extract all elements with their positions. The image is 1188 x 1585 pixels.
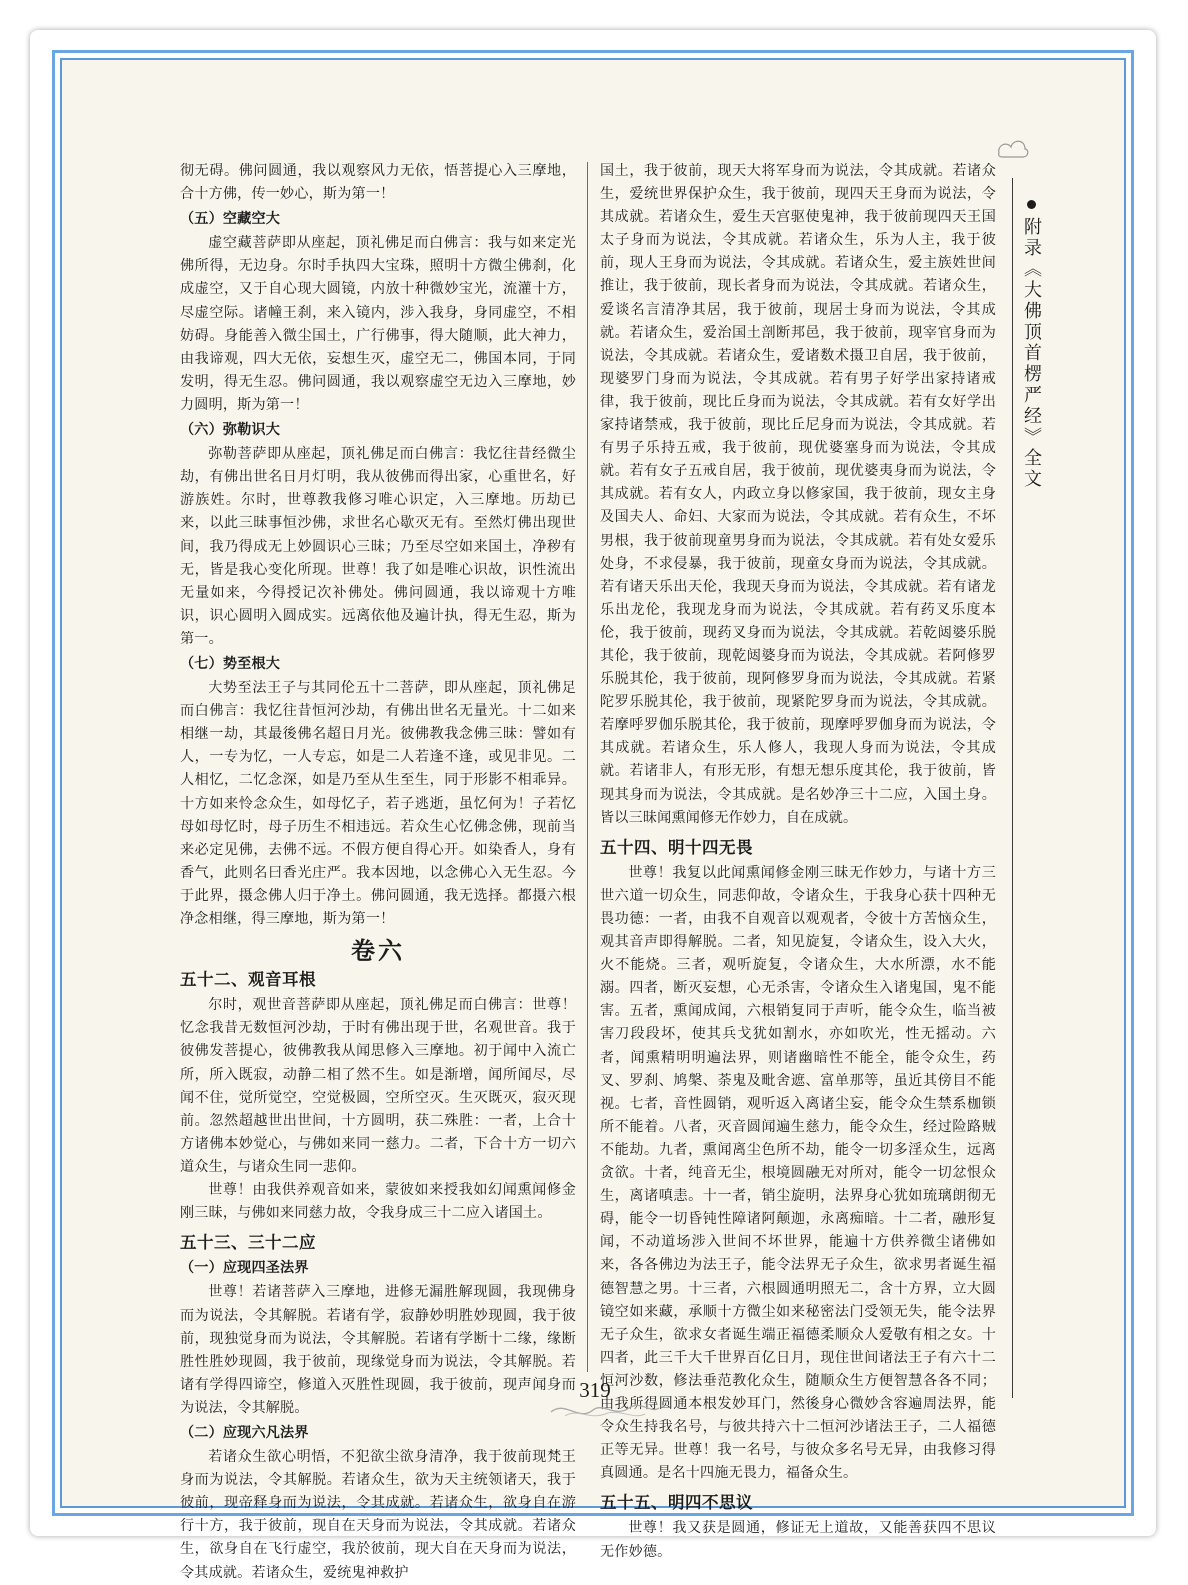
heading-mile: （六）弥勒识大: [180, 422, 281, 439]
right-column: [600, 160, 996, 1564]
paragraph-section-52: 尔时，观世音菩萨即从座起，顶礼佛足而白佛言：世尊！忆念我昔无数恒河沙劫，于时有佛出现于世，名观世音。我于彼佛发菩提心，彼佛教我从闻思修入三摩地。初于闻中入流亡所，所入既寂，动静二相了然不生。如是渐增，闻所闻尽，尽闻不住，觉所觉空，空觉极圆，空所空灭。生灭既灭，寂灭现前。忽然超越世出世间，十方圆明，获二殊胜：一者，上合十方诸佛本妙觉心，与佛如来同一慈力。二者，下合十方一切六道众生，与诸众生同一悲仰。: [180, 997, 576, 1175]
column-divider: [587, 162, 588, 1372]
cloud-ornament-icon: [995, 135, 1031, 163]
page-number: 319: [579, 1378, 611, 1402]
intro-paragraph: 彻无碍。佛问圆通，我以观察风力无依，悟菩提心入三摩地，合十方佛，传一妙心，斯为第一！: [180, 163, 576, 203]
wave-ornament-icon: [545, 1396, 665, 1424]
paragraph-section-52b: 世尊！由我供养观音如来，蒙彼如来授我如幻闻熏闻修金刚三昧，与佛如来同慈力故，令我身成三十二应入诸国土。: [180, 1182, 576, 1222]
heading-sub-1: （一）应现四圣法界: [180, 1260, 309, 1277]
heading-section-54: 五十四、明十四无畏: [600, 837, 753, 857]
heading-section-52: 五十二、观音耳根: [180, 970, 316, 990]
continued-paragraph: 国土，我于彼前，现天大将军身而为说法，令其成就。若诸众生，爱统世界保护众生，我于彼前，现四天王身而为说法，令其成就。若诸众生，爱生天宫驱使鬼神，我于彼前现四天王国太子身而为说法，令其成就。若诸众生，乐为人主，我于彼前，现人王身而为说法，令其成就。若诸众生，爱主族姓世间推让，我于彼前，现长者身而为说法，令其成就。若诸众生，爱谈名言清净其居，我于彼前，现居士身而为说法，令其成就。若诸众生，爱治国土剖断邦邑，我于彼前，现宰官身而为说法，令其成就。若诸众生，爱诸数术摄卫自居，我于彼前，现婆罗门身而为说法，令其成就。若有男子好学出家持诸戒律，我于彼前，现比丘身而为说法，令其成就。若有女好学出家持诸禁戒，我于彼前，现比丘尼身而为说法，令其成就。若有男子乐持五戒，我于彼前，现优婆塞身而为说法，令其成就。若有女子五戒自居，我于彼前，现优婆夷身而为说法，令其成就。若有女人，内政立身以修家国，我于彼前，现女主身及国夫人、命妇、大家而为说法，令其成就。若有众生，不坏男根，我于彼前现童男身而为说法，令其成就。若有处女爱乐处身，不求侵暴，我于彼前，现童女身而为说法，令其成就。若有诸天乐出天伦，我现天身而为说法，令其成就。若有诸龙乐出龙伦，我现龙身而为说法，令其成就。若有药叉乐度本伦，我于彼前，现药叉身而为说法，令其成就。若乾闼婆乐脱其伦，我于彼前，现乾闼婆身而为说法，令其成就。若阿修罗乐脱其伦，我于彼前，现阿修罗身而为说法，令其成就。若紧陀罗乐脱其伦，我于彼前，现紧陀罗身而为说法，令其成就。若摩呼罗伽乐脱其伦，我于彼前，现摩呼罗伽身而为说法，令其成就。若诸众生，乐人修人，我现人身而为说法，令其成就。若诸非人，有形无形，有想无想乐度其伦，我于彼前，皆现其身而为说法，令其成就。是名妙净三十二应，入国土身。皆以三昧闻熏闻修无作妙力，自在成就。: [600, 163, 996, 826]
paragraph-section-54: 世尊！我复以此闻熏闻修金刚三昧无作妙力，与诸十方三世六道一切众生，同悲仰故，令诸众生，于我身心获十四种无畏功德：一者，由我不自观音以观观者，令彼十方苦恼众生，观其音声即得解脱。二者，知见旋复，令诸众生，设入大火，火不能烧。三者，观听旋复，令诸众生，大水所漂，水不能溺。四者，断灭妄想，心无杀害，令诸众生入诸鬼国，鬼不能害。五者，熏闻成闻，六根销复同于声听，能令众生，临当被害刀段段坏，使其兵戈犹如割水，亦如吹光，性无摇动。六者，闻熏精明明遍法界，则诸幽暗性不能全，能令众生，药叉、罗刹、鸠槃、荼鬼及毗舍遮、富单那等，虽近其傍目不能视。七者，音性圆销，观听返入离诸尘妄，能令众生禁系枷锁所不能着。八者，灭音圆闻遍生慈力，能令众生，经过险路贼不能劫。九者，熏闻离尘色所不劫，能令一切多淫众生，远离贪欲。十者，纯音无尘，根境圆融无对所对，能令一切忿恨众生，离诸嗔恚。十一者，销尘旋明，法界身心犹如琉璃朗彻无碍，能令一切昏钝性障诸阿颠迦，永离痴暗。十二者，融形复闻，不动道场涉入世间不坏世界，能遍十方供养微尘诸佛如来，各各佛边为法王子，能令法界无子众生，欲求男者诞生福德智慧之男。十三者，六根圆通明照无二，含十方界，立大圆镜空如来藏，承顺十方微尘如来秘密法门受领无失，能令法界无子众生，欲求女者诞生端正福德柔顺众人爱敬有相之女。十四者，此三千大千世界百亿日月，现住世间诸法王子有六十二恒河沙数，修法垂范教化众生，随顺众生方便智慧各各不同；由我所得圆通本根发妙耳门，然後身心微妙含容遍周法界，能令众生持我名号，与彼共持六十二恒河沙诸法王子，二人福德正等无异。世尊！我一名号，与彼众多名号无异，由我修习得真圆通。是名十四施无畏力，福备众生。: [600, 864, 996, 1482]
heading-sub-2: （二）应现六凡法界: [180, 1424, 309, 1441]
paragraph-shizhi: 大势至法王子与其同伦五十二菩萨，即从座起，顶礼佛足而白佛言：我忆往昔恒河沙劫，有佛出世名无量光。十二如来相继一劫，其最後佛名超日月光。彼佛教我念佛三昧：譬如有人，一专为忆，一人专忘，如是二人若逢不逢，或见非见。二人相忆，二忆念深，如是乃至从生至生，同于形影不相乖异。十方如来怜念众生，如母忆子，若子逃逝，虽忆何为！子若忆母如母忆时，母子历生不相违远。若众生心忆佛念佛，现前当来必定见佛，去佛不远。不假方便自得心开。如染香人，身有香气，此则名曰香光庄严。我本因地，以念佛心入无生忍。今于此界，摄念佛人归于净土。佛问圆通，我无选择。都摄六根净念相继，得三摩地，斯为第一！: [180, 680, 576, 927]
heading-section-53: 五十三、三十二应: [180, 1233, 316, 1253]
running-head-text: 附录《大佛顶首楞严经》全文: [1021, 217, 1042, 490]
paragraph-sub-1: 世尊！若诸菩萨入三摩地，进修无漏胜解现圆，我现佛身而为说法，令其解脱。若诸有学，寂静妙明胜妙现圆，我于彼前，现独觉身而为说法，令其解脱。若诸有学断十二缘，缘断胜性胜妙现圆，我于彼前，现缘觉身而为说法，令其解脱。若诸有学得四谛空，修道入灭胜性现圆，我于彼前，现声闻身而为说法，令其解脱。: [180, 1284, 576, 1416]
heading-kongzang: （五）空藏空大: [180, 211, 281, 228]
running-head: [1018, 200, 1044, 490]
paragraph-sub-2: 若诸众生欲心明悟，不犯欲尘欲身清净，我于彼前现梵王身而为说法，令其解脱。若诸众生，欲为天主统领诸天，我于彼前，现帝释身而为说法，令其成就。若诸众生，欲身自在游行十方，我于彼前，现自在天身而为说法，令其成就。若诸众生，欲身自在飞行虚空，我於彼前，现大自在天身而为说法，令其成就。若诸众生，爱统鬼神救护: [180, 1449, 576, 1581]
volume-title: 卷六: [351, 936, 405, 966]
heading-shizhi: （七）势至根大: [180, 655, 281, 672]
heading-section-55: 五十五、明四不思议: [600, 1493, 753, 1513]
paragraph-section-55: 世尊！我又获是圆通，修证无上道故，又能善获四不思议无作妙德。: [600, 1520, 996, 1560]
paragraph-mile: 弥勒菩萨即从座起，顶礼佛足而白佛言：我忆往昔经微尘劫，有佛出世名日月灯明，我从彼佛而得出家，心重世名，好游族姓。尔时，世尊教我修习唯心识定，入三摩地。历劫已来，以此三昧事恒沙佛，求世名心歇灭无有。至然灯佛出现世间，我乃得成无上妙圆识心三昧；乃至尽空如来国土，净秽有无，皆是我心变化所现。世尊！我了如是唯心识故，识性流出无量如来，今得授记次补佛处。佛问圆通，我以谛观十方唯识，识心圆明入圆成实。远离依他及遍计执，得无生忍，斯为第一。: [180, 446, 576, 647]
left-column: [180, 160, 576, 1585]
side-rule: [1012, 178, 1013, 1398]
bullet-dot-icon: [1027, 200, 1036, 209]
paragraph-kongzang: 虚空藏菩萨即从座起，顶礼佛足而白佛言：我与如来定光佛所得，无边身。尔时手执四大宝珠，照明十方微尘佛刹，化成虚空，又于自心现大圆镜，内放十种微妙宝光，流灌十方，尽虚空际。诸幢王刹，来入镜内，涉入我身，身同虚空，不相妨碍。身能善入微尘国土，广行佛事，得大随顺，此大神力，由我谛观，四大无依，妄想生灭，虚空无二，佛国本同，于同发明，得无生忍。佛问圆通，我以观察虚空无边入三摩地，妙力圆明，斯为第一！: [180, 235, 576, 413]
